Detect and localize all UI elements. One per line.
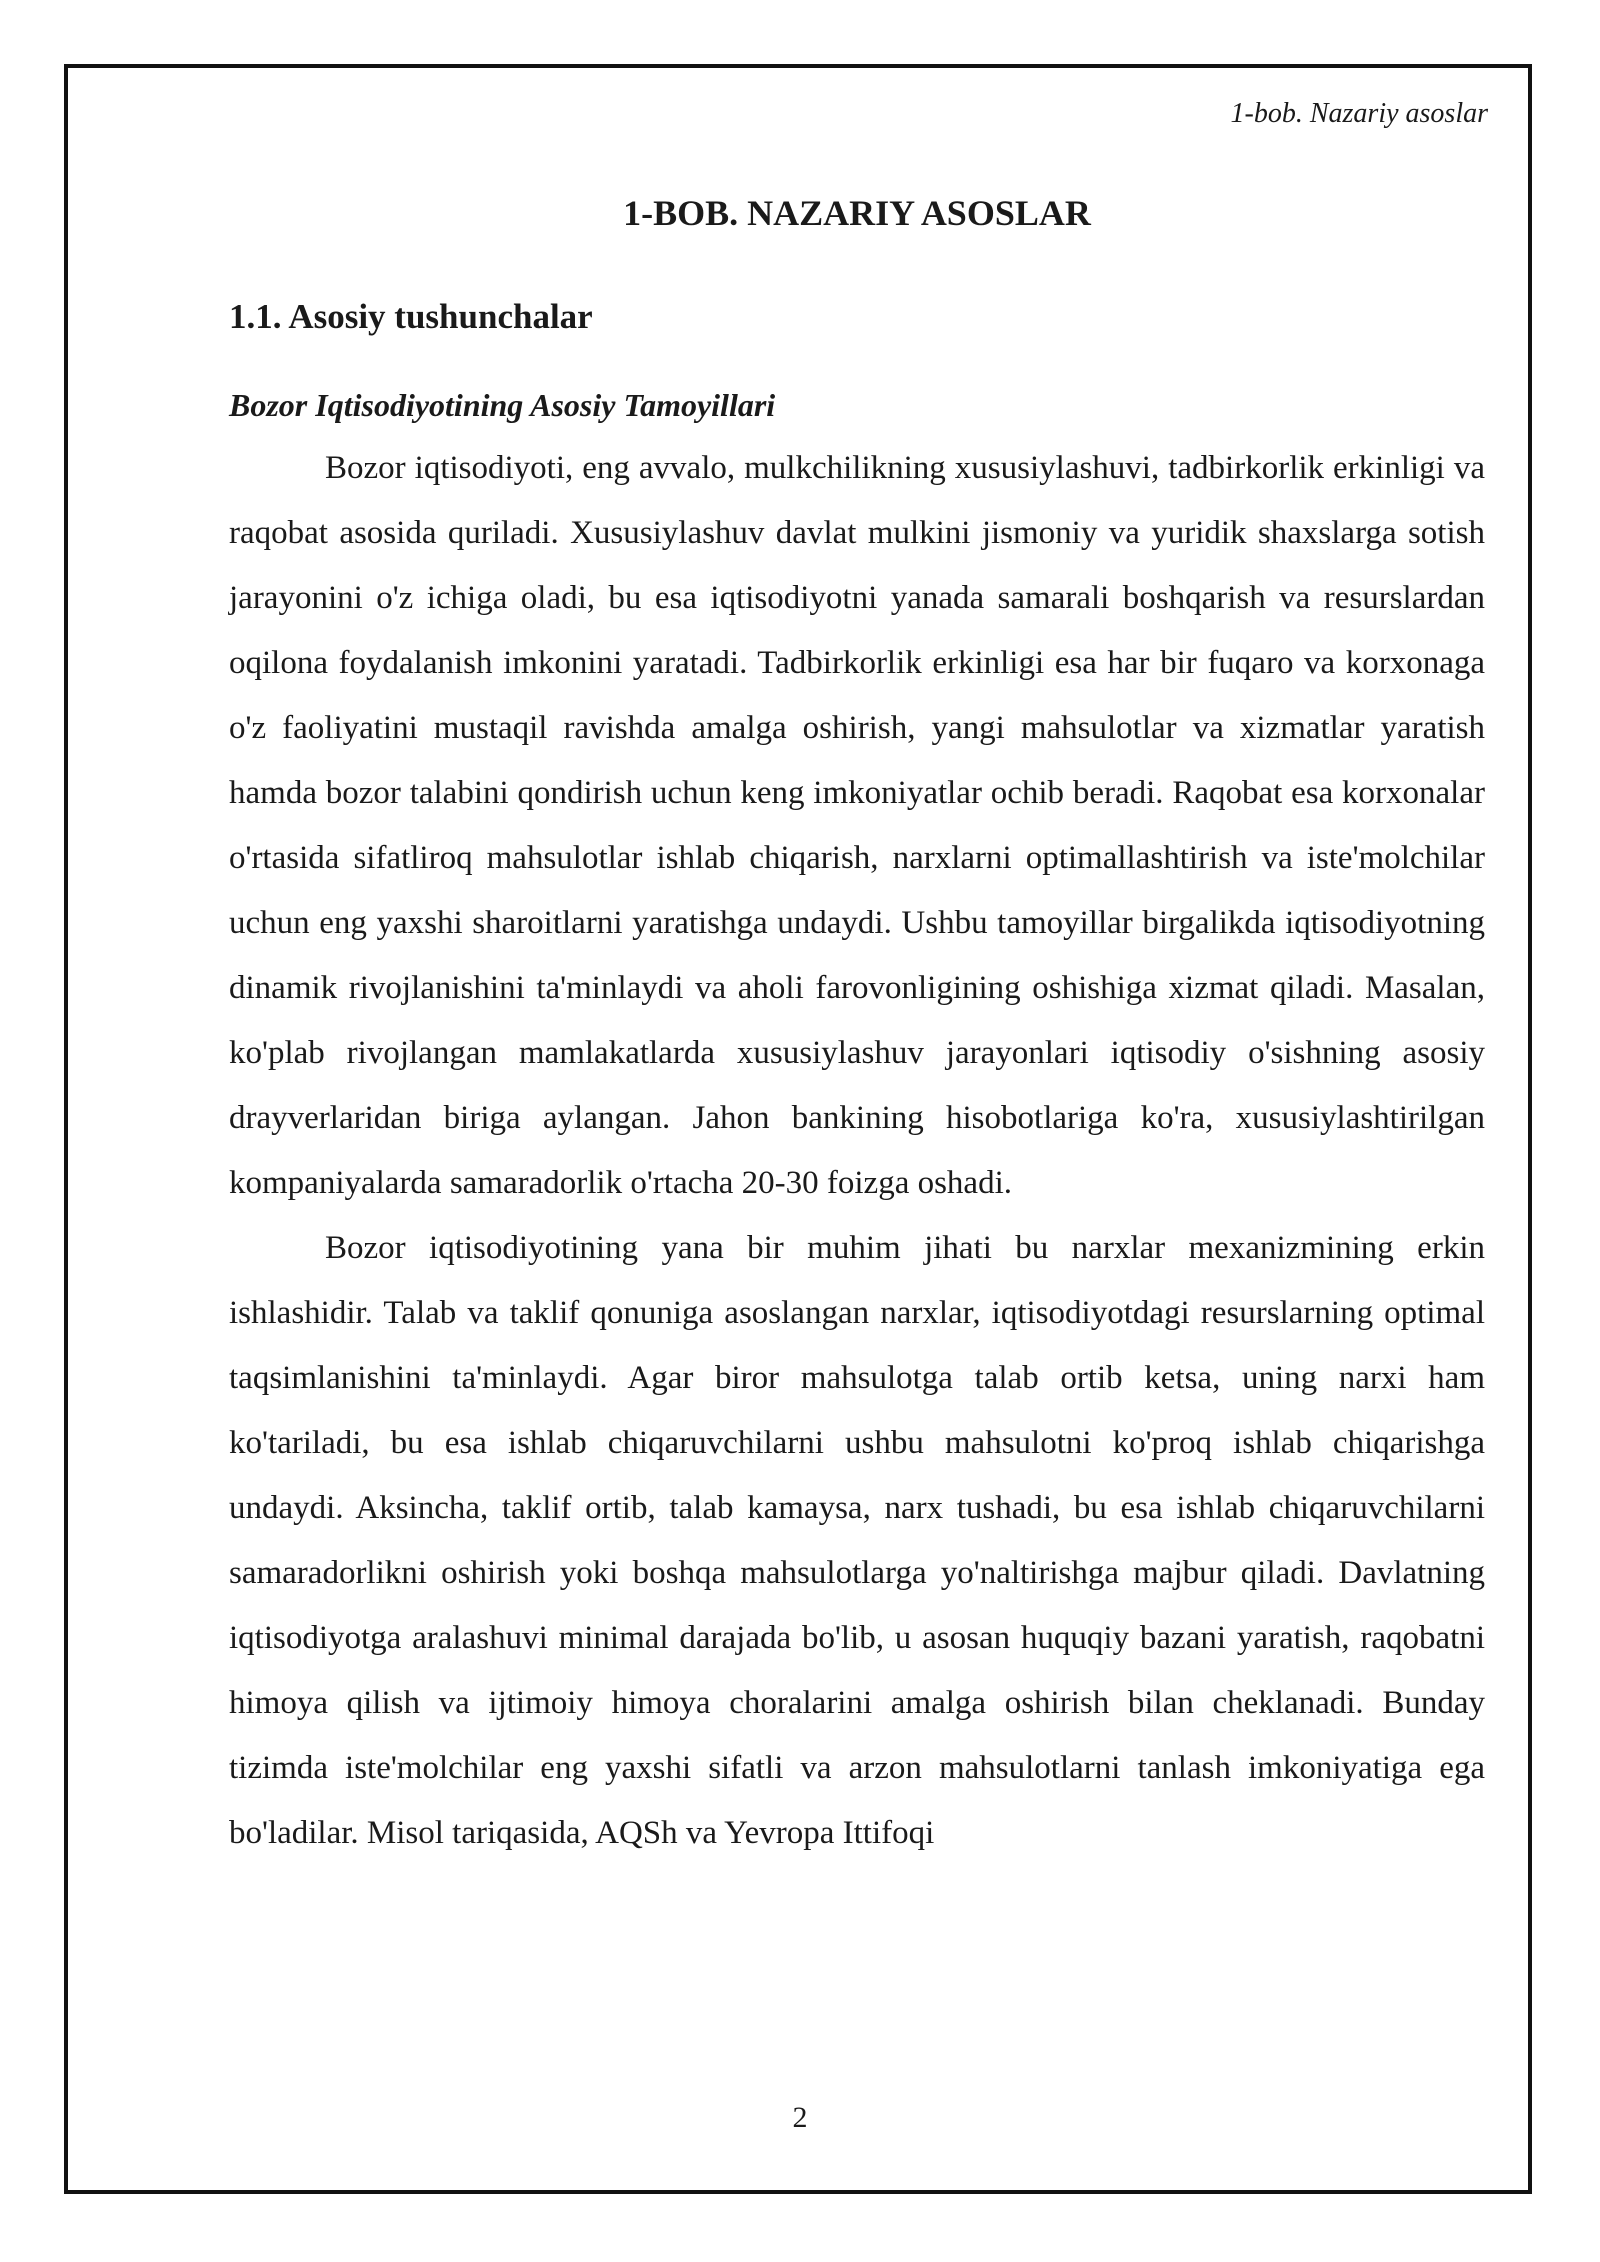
paragraph: Bozor iqtisodiyotining yana bir muhim jihati bu narxlar mexanizmining erkin ishlashidir. Talab va taklif qonuniga asoslangan narxlar, iqtisodiyotdagi resurslarning optimal taqsimlanishini ta'minlaydi. Agar biror mahsulotga talab ortib ketsa, uning narxi ham ko'tariladi, bu esa ishlab chiqaruvchilarni ushbu mahsulotni ko'proq ishlab chiqarishga undaydi. Aksincha, taklif ortib, talab kamaysa, narx tushadi, bu esa ishlab chiqaruvchilarni samaradorlikni oshirish yoki boshqa mahsulotlarga yo'naltirishga majbur qiladi. Davlatning iqtisodiyotga aralashuvi minimal darajada bo'lib, u asosan huquqiy bazani yaratish, raqobatni himoya qilish va ijtimoiy himoya choralarini amalga oshirish bilan cheklanadi. Bunday tizimda iste'molchilar eng yaxshi sifatli va arzon mahsulotlarni tanlash imkoniyatiga ega bo'ladilar. Misol tariqasida, AQSh va Yevropa Ittifoqi xyxy=(229,1230,1485,1851)
section-title: 1.1. Asosiy tushunchalar xyxy=(229,297,593,336)
document-body xyxy=(229,190,1485,1866)
running-header: 1-bob. Nazariy asoslar xyxy=(1230,98,1488,129)
subsection-title: Bozor Iqtisodiyotining Asosiy Tamoyillari xyxy=(229,387,776,423)
chapter-title: 1-BOB. NAZARIY ASOSLAR xyxy=(623,193,1091,233)
paragraph: Bozor iqtisodiyoti, eng avvalo, mulkchilikning xususiylashuvi, tadbirkorlik erkinligi va raqobat asosida quriladi. Xususiylashuv davlat mulkini jismoniy va yuridik shaxslarga sotish jarayonini o'z ichiga oladi, bu esa iqtisodiyotni yanada samarali boshqarish va resurslardan oqilona foydalanish imkonini yaratadi. Tadbirkorlik erkinligi esa har bir fuqaro va korxonaga o'z faoliyatini mustaqil ravishda amalga oshirish, yangi mahsulotlar va xizmatlar yaratish hamda bozor talabini qondirish uchun keng imkoniyatlar ochib beradi. Raqobat esa korxonalar o'rtasida sifatliroq mahsulotlar ishlab chiqarish, narxlarni optimallashtirish va iste'molchilar uchun eng yaxshi sharoitlarni yaratishga undaydi. Ushbu tamoyillar birgalikda iqtisodiyotning dinamik rivojlanishini ta'minlaydi va aholi farovonligining oshishiga xizmat qiladi. Masalan, ko'plab rivojlangan mamlakatlarda xususiylashuv jarayonlari iqtisodiy o'sishning asosiy drayverlaridan biriga aylangan. Jahon bankining hisobotlariga ko'ra, xususiylashtirilgan kompaniyalarda samaradorlik o'rtacha 20-30 foizga oshadi. xyxy=(229,450,1485,1201)
page-number: 2 xyxy=(792,2101,808,2134)
